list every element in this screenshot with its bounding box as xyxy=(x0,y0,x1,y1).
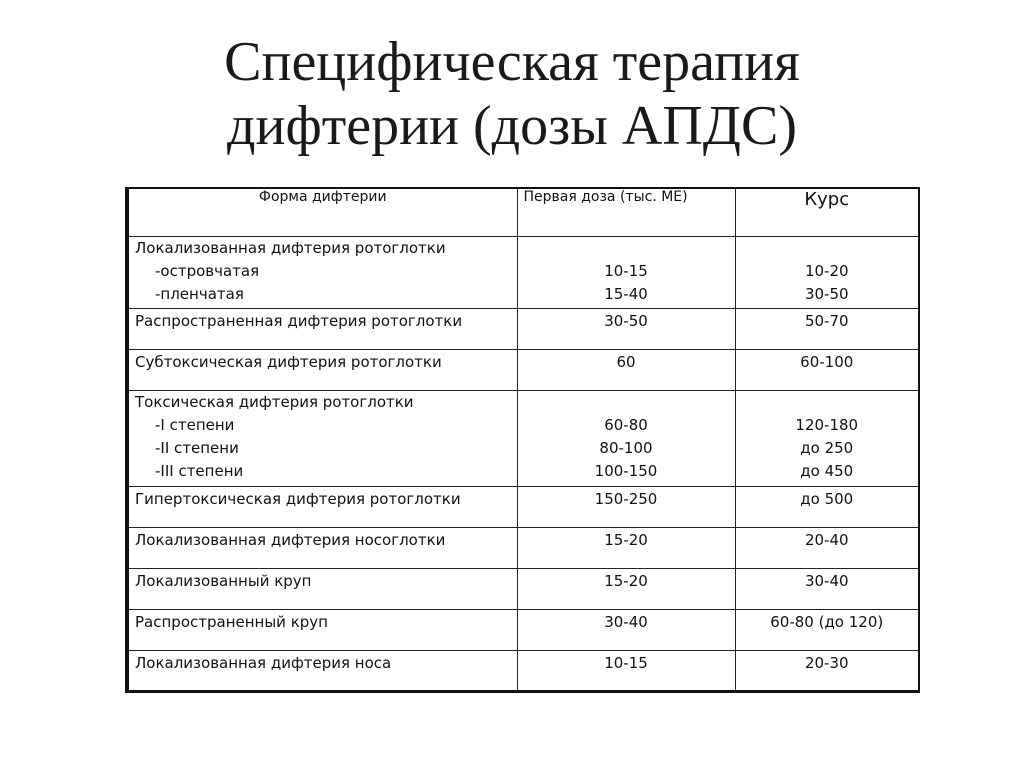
row-dose-value: 150-250 xyxy=(517,486,735,527)
table-row xyxy=(127,650,919,691)
row-form-label: Распространенный круп xyxy=(127,609,517,650)
row-form-label: Гипертоксическая дифтерия ротоглотки xyxy=(127,486,517,527)
table-row xyxy=(127,527,919,568)
row-sub-label: -пленчатая xyxy=(155,284,244,303)
row-sub-label: -III степени xyxy=(155,461,244,480)
row-form-label: Локализованная дифтерия ротоглотки xyxy=(135,238,446,257)
row-dose-value: 60 xyxy=(517,349,735,390)
header-course: Курс xyxy=(735,188,919,236)
row-dose-cell xyxy=(517,390,735,486)
table-row xyxy=(127,349,919,390)
row-course-value: 20-30 xyxy=(735,650,919,691)
row-dose-value: 10-15 xyxy=(517,650,735,691)
header-form: Форма дифтерии xyxy=(127,188,517,236)
row-course-value: 60-80 (до 120) xyxy=(735,609,919,650)
table-row xyxy=(127,609,919,650)
row-form-cell xyxy=(127,390,517,486)
row-form-label: Локализованная дифтерия носоглотки xyxy=(127,527,517,568)
row-dose-value: 30-40 xyxy=(517,609,735,650)
row-dose-value: 60-80 xyxy=(604,415,648,434)
dose-table xyxy=(125,187,920,693)
row-sub-label: -I степени xyxy=(155,415,235,434)
table-row xyxy=(127,568,919,609)
row-course-value: 50-70 xyxy=(735,308,919,349)
row-course-value: 60-100 xyxy=(735,349,919,390)
row-form-label: Локализованный круп xyxy=(127,568,517,609)
row-course-value: до 250 xyxy=(800,438,854,457)
row-course-value: 120-180 xyxy=(795,415,859,434)
row-dose-value: 15-40 xyxy=(604,284,648,303)
row-dose-value: 30-50 xyxy=(517,308,735,349)
row-dose-value: 80-100 xyxy=(599,438,653,457)
title-line-1: Специфическая терапия xyxy=(224,31,800,93)
row-form-label: Локализованная дифтерия носа xyxy=(127,650,517,691)
row-course-value: 30-40 xyxy=(735,568,919,609)
row-course-value: 10-20 xyxy=(804,261,849,280)
row-course-value: 30-50 xyxy=(804,284,849,303)
row-sub-label: -островчатая xyxy=(155,261,260,280)
row-course-cell xyxy=(735,236,919,308)
header-first-dose: Первая доза (тыс. МЕ) xyxy=(517,188,735,236)
row-course-value: до 500 xyxy=(735,486,919,527)
row-form-cell xyxy=(127,236,517,308)
row-form-label: Субтоксическая дифтерия ротоглотки xyxy=(127,349,517,390)
row-course-value: 20-40 xyxy=(735,527,919,568)
table-row xyxy=(127,390,919,486)
title-line-2: дифтерии (дозы АПДС) xyxy=(227,95,797,157)
table-row xyxy=(127,308,919,349)
table-header-row xyxy=(127,188,919,236)
row-course-cell xyxy=(735,390,919,486)
row-dose-value: 100-150 xyxy=(594,461,658,480)
row-dose-value: 15-20 xyxy=(517,568,735,609)
row-dose-cell xyxy=(517,236,735,308)
slide-title xyxy=(0,30,1024,158)
row-dose-value: 15-20 xyxy=(517,527,735,568)
row-form-label: Распространенная дифтерия ротоглотки xyxy=(127,308,517,349)
row-sub-label: -II степени xyxy=(155,438,239,457)
row-course-value: до 450 xyxy=(800,461,854,480)
row-form-label: Токсическая дифтерия ротоглотки xyxy=(135,392,414,411)
row-dose-value: 10-15 xyxy=(604,261,648,280)
table-row xyxy=(127,236,919,308)
table-row xyxy=(127,486,919,527)
